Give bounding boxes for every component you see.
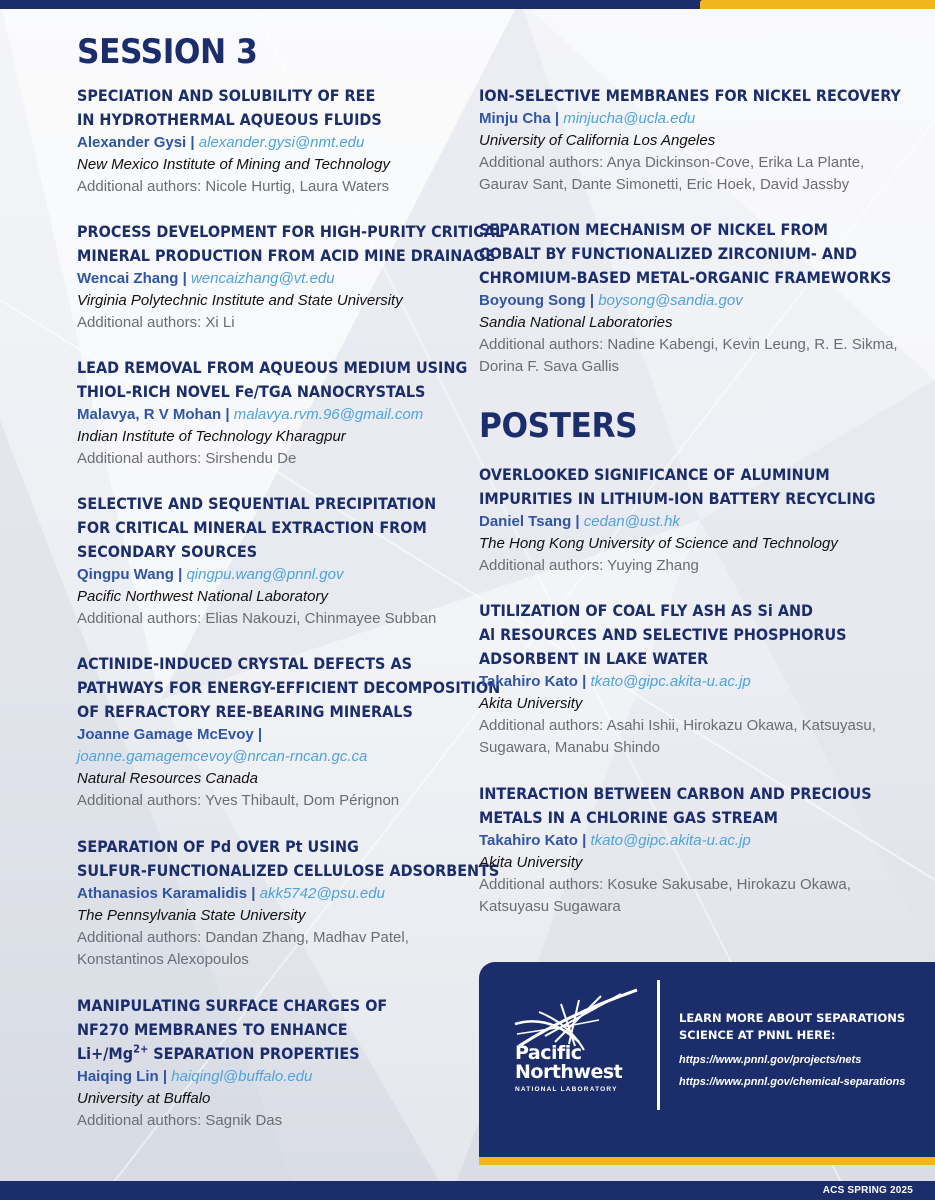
talk-entry (77, 652, 501, 812)
pnnl-link-nets[interactable]: https://www.pnnl.gov/projects/nets (679, 1054, 862, 1066)
talk-institution: New Mexico Institute of Mining and Technology (77, 156, 390, 173)
poster-institution: The Hong Kong University of Science and Technology (479, 535, 838, 552)
talk-entry (77, 356, 467, 470)
footer-label: ACS SPRING 2025 (822, 1185, 913, 1196)
talk-title: SEPARATION OF Pd OVER Pt USING SULFUR-FUNCTIONALIZED CELLULOSE ADSORBENTS (77, 837, 500, 880)
additional-authors: Additional authors: Dandan Zhang, Madhav Patel, Konstantinos Alexopoulos (77, 929, 409, 968)
session-title: SESSION 3 (77, 32, 258, 72)
top-bar-gold (700, 0, 935, 9)
author-email-link[interactable]: akk5742@psu.edu (259, 885, 385, 902)
talk-author: Qingpu Wang | qingpu.wang@pnnl.gov (77, 566, 344, 583)
talk-author: Athanasios Karamalidis | akk5742@psu.edu (77, 885, 385, 902)
pnnl-cta: LEARN MORE ABOUT SEPARATIONS SCIENCE AT PNNL HERE: (679, 1011, 906, 1042)
talk-institution: Pacific Northwest National Laboratory (77, 588, 328, 605)
additional-authors: Additional authors: Nicole Hurtig, Laura Waters (77, 178, 390, 195)
additional-authors: Additional authors: Kosuke Sakusabe, Hirokazu Okawa, Katsuyasu Sugawara (479, 876, 851, 915)
author-email-link[interactable]: qingpu.wang@pnnl.gov (186, 566, 344, 583)
posters-title: POSTERS (479, 406, 638, 446)
poster-entry (479, 599, 899, 759)
top-bar-navy (0, 0, 700, 9)
author-email-link[interactable]: malavya.rvm.96@gmail.com (233, 406, 424, 423)
additional-authors: Additional authors: Anya Dickinson-Cove, Erika La Plante, Gaurav Sant, Dante Simonetti, Eric Hoek, David Jassby (479, 154, 865, 193)
author-email-link[interactable]: haiqingl@buffalo.edu (171, 1068, 313, 1085)
additional-authors: Additional authors: Yuying Zhang (479, 557, 699, 574)
author-email-link[interactable]: alexander.gysi@nmt.edu (198, 134, 365, 151)
talk-author: Alexander Gysi | alexander.gysi@nmt.edu (77, 134, 365, 151)
author-email-link[interactable]: wencaizhang@vt.edu (190, 270, 335, 287)
additional-authors: Additional authors: Asahi Ishii, Hirokazu Okawa, Katsuyasu, Sugawara, Manabu Shindo (479, 717, 876, 756)
poster-title: INTERACTION BETWEEN CARBON AND PRECIOUS METALS IN A CHLORINE GAS STREAM (479, 784, 872, 827)
additional-authors: Additional authors: Elias Nakouzi, Chinmayee Subban (77, 610, 437, 627)
pnnl-name: Pacific Northwest (515, 1042, 623, 1083)
talk-title: MANIPULATING SURFACE CHARGES OF NF270 MEMBRANES TO ENHANCE $Li+/Mg^{2+}$ SEPARATION PROPERTIES (77, 996, 388, 1063)
poster-institution: Akita University (479, 695, 583, 712)
pnnl-info-box (479, 962, 935, 1157)
talk-author: Wencai Zhang | wencaizhang@vt.edu (77, 270, 335, 287)
talk-institution: Sandia National Laboratories (479, 314, 673, 331)
talk-institution: Indian Institute of Technology Kharagpur (77, 428, 346, 445)
bottom-bar (0, 1181, 935, 1200)
talk-title: SPECIATION AND SOLUBILITY OF REE IN HYDROTHERMAL AQUEOUS FLUIDS (77, 86, 382, 129)
author-email-link[interactable]: tkato@gipc.akita-u.ac.jp (590, 673, 751, 690)
pnnl-subtitle: NATIONAL LABORATORY (515, 1086, 618, 1093)
talk-entry (77, 84, 467, 198)
talk-institution: Natural Resources Canada (77, 770, 258, 787)
top-bar-notch (690, 0, 702, 9)
talk-title: SELECTIVE AND SEQUENTIAL PRECIPITATION FOR CRITICAL MINERAL EXTRACTION FROM SECONDARY SOURCES (77, 494, 437, 561)
talk-author: Haiqing Lin | haiqingl@buffalo.edu (77, 1068, 313, 1085)
poster-title: UTILIZATION OF COAL FLY ASH AS Si AND Al RESOURCES AND SELECTIVE PHOSPHORUS ADSORBENT IN LAKE WATER (479, 601, 847, 668)
talk-entry (479, 218, 899, 378)
additional-authors: Additional authors: Nadine Kabengi, Kevin Leung, R. E. Sikma, Dorina F. Sava Gallis (479, 336, 898, 375)
additional-authors: Additional authors: Sirshendu De (77, 450, 297, 467)
author-email-link[interactable]: joanne.gamagemcevoy@nrcan-rncan.gc.ca (77, 748, 368, 765)
talk-title: ACTINIDE-INDUCED CRYSTAL DEFECTS AS PATHWAYS FOR ENERGY-EFFICIENT DECOMPOSITION OF REFRACTORY REE-BEARING MINERALS (77, 654, 501, 721)
talk-entry (77, 835, 500, 971)
pnnl-link-chemical-separations[interactable]: https://www.pnnl.gov/chemical-separations (679, 1076, 906, 1088)
additional-authors: Additional authors: Sagnik Das (77, 1112, 283, 1129)
talk-entry (479, 84, 899, 196)
talk-institution: The Pennsylvania State University (77, 907, 306, 924)
author-email-link[interactable]: tkato@gipc.akita-u.ac.jp (590, 832, 751, 849)
talk-institution: Virginia Polytechnic Institute and State University (77, 292, 403, 309)
poster-author: Takahiro Kato | tkato@gipc.akita-u.ac.jp (479, 832, 751, 849)
talk-institution: University of California Los Angeles (479, 132, 716, 149)
talk-entry (77, 220, 505, 334)
poster-author: Takahiro Kato | tkato@gipc.akita-u.ac.jp (479, 673, 751, 690)
talk-author: Malavya, R V Mohan | malavya.rvm.96@gmail.com (77, 406, 424, 423)
talk-title: ION-SELECTIVE MEMBRANES FOR NICKEL RECOVERY (479, 86, 901, 105)
author-email-link[interactable]: cedan@ust.hk (583, 513, 680, 530)
talk-institution: University at Buffalo (77, 1090, 211, 1107)
talk-title: PROCESS DEVELOPMENT FOR HIGH-PURITY CRITICAL MINERAL PRODUCTION FROM ACID MINE DRAINAGE (77, 222, 505, 265)
author-email-link[interactable]: minjucha@ucla.edu (563, 110, 696, 127)
talk-author: Joanne Gamage McEvoy | (77, 726, 263, 743)
author-email-link[interactable]: boysong@sandia.gov (598, 292, 743, 309)
poster-author: Daniel Tsang | cedan@ust.hk (479, 513, 680, 530)
bottom-gold-stripe (479, 1157, 935, 1165)
talk-author: Minju Cha | minjucha@ucla.edu (479, 110, 696, 127)
poster-entry (479, 463, 899, 577)
talk-title: LEAD REMOVAL FROM AQUEOUS MEDIUM USING THIOL-RICH NOVEL Fe/TGA NANOCRYSTALS (77, 358, 468, 401)
additional-authors: Additional authors: Xi Li (77, 314, 235, 331)
poster-institution: Akita University (479, 854, 583, 871)
poster-title: OVERLOOKED SIGNIFICANCE OF ALUMINUM IMPURITIES IN LITHIUM-ION BATTERY RECYCLING (479, 465, 876, 508)
poster-entry (479, 782, 899, 918)
talk-entry (77, 994, 467, 1132)
talk-entry (77, 492, 467, 630)
pnnl-divider (657, 980, 660, 1110)
talk-title: SEPARATION MECHANISM OF NICKEL FROM COBALT BY FUNCTIONALIZED ZIRCONIUM- AND CHROMIUM-BASED METAL-ORGANIC FRAMEWORKS (479, 220, 892, 287)
additional-authors: Additional authors: Yves Thibault, Dom Pérignon (77, 792, 400, 809)
talk-author: Boyoung Song | boysong@sandia.gov (479, 292, 743, 309)
